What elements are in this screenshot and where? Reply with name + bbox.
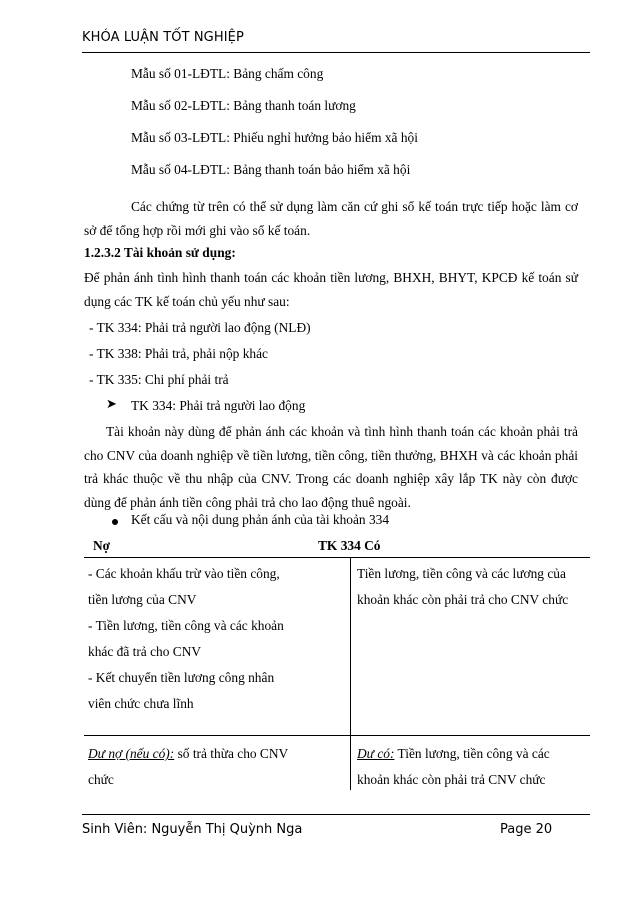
bullet-item-text: Kết cấu và nội dung phản ánh của tài khoản 334 (131, 512, 390, 527)
arrow-bullet-icon: ➤ (106, 397, 117, 412)
form-item: Mẫu số 03-LĐTL: Phiếu nghỉ hưởng bảo hiểm xã hội (131, 130, 418, 145)
section-paragraph: Để phản ánh tình hình thanh toán các khoản tiền lương, BHXH, BHYT, KPCĐ kế toán sử dụng các TK kế toán chủ yếu như sau: (84, 270, 578, 309)
table-left-line: viên chức chưa lĩnh (88, 696, 194, 711)
footer-page-number: Page 20 (500, 822, 553, 837)
balance-right (357, 741, 550, 767)
section-heading: 1.2.3.2 Tài khoản sử dụng: (84, 245, 236, 260)
balance-left-text: số trả thừa cho CNV (174, 746, 289, 761)
form-item: Mẫu số 01-LĐTL: Bảng chấm công (131, 66, 324, 81)
table-debit-label: Nợ (93, 538, 111, 553)
intro-paragraph: Các chứng từ trên có thể sử dụng làm căn cứ ghi sổ kế toán trực tiếp hoặc làm cơ sở để tổng hợp rồi mới ghi vào sổ kế toán. (84, 199, 578, 238)
account-paragraph: Tài khoản này dùng để phản ánh các khoản và tình hình thanh toán các khoản phải trả cho CNV của doanh nghiệp về tiền lương, tiền công, tiền thưởng, BHXH và các khoản phải trả khác thuộc về thu nhập của CNV. Trong các doanh nghiệp xây lắp TK này còn được dùng để phản ánh tiền công phải trả cho lao động thuê ngoài. (84, 424, 578, 510)
balance-left (88, 741, 288, 767)
header-divider (82, 52, 590, 53)
form-item: Mẫu số 02-LĐTL: Bảng thanh toán lương (131, 98, 356, 113)
balance-right-label: Dư có: (357, 746, 395, 761)
table-left-line: - Tiền lương, tiền công và các khoản (88, 618, 284, 633)
arrow-item-text: TK 334: Phải trả người lao động (131, 398, 306, 413)
footer-student: Sinh Viên: Nguyễn Thị Quỳnh Nga (82, 822, 303, 837)
table-right-line: khoản khác còn phải trả cho CNV chức (357, 592, 569, 607)
balance-right-line2: khoản khác còn phải trả CNV chức (357, 772, 546, 787)
table-left-line: - Kết chuyển tiền lương công nhân (88, 670, 275, 685)
table-right-line: Tiền lương, tiền công và các lương của (357, 566, 566, 581)
account-list-item: - TK 338: Phải trả, phải nộp khác (89, 346, 269, 361)
table-left-line: khác đã trả cho CNV (88, 644, 202, 659)
page-header-title: KHÓA LUẬN TỐT NGHIỆP (82, 30, 244, 45)
table-left-line: tiền lương của CNV (88, 592, 197, 607)
balance-right-text: Tiền lương, tiền công và các (394, 746, 550, 761)
table-top-rule (84, 557, 590, 558)
footer-divider (82, 814, 590, 815)
account-list-item: - TK 334: Phải trả người lao động (NLĐ) (89, 320, 311, 335)
form-item: Mẫu số 04-LĐTL: Bảng thanh toán bảo hiểm xã hội (131, 162, 411, 177)
table-left-line: - Các khoản khấu trừ vào tiền công, (88, 566, 280, 581)
table-title: TK 334 Có (318, 538, 381, 553)
balance-left-line2: chức (88, 772, 114, 787)
bullet-icon (112, 519, 118, 525)
balance-left-label: Dư nợ (nếu có): (88, 746, 175, 761)
table-balance-rule (84, 735, 590, 736)
account-list-item: - TK 335: Chi phí phải trả (89, 372, 229, 387)
table-center-rule (350, 557, 351, 790)
